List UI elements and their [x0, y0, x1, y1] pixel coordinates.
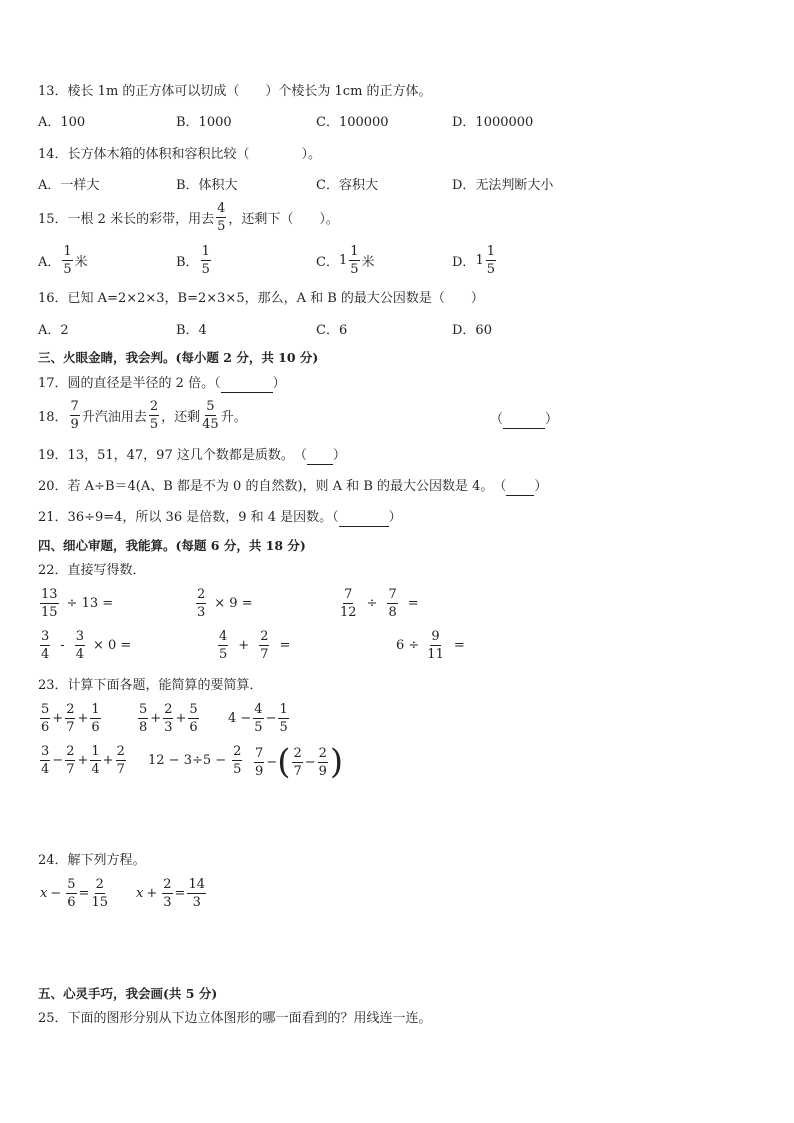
question-13: 13．棱长 1m 的正方体可以切成（ ）个棱长为 1cm 的正方体。	[38, 84, 432, 99]
question-21: 21．36÷9=4，所以 36 是倍数，9 和 4 是因数。（ ）	[38, 510, 402, 525]
q22-expression-3: $\frac{7}{12}$ ÷ $\frac{7}{8}$ =	[340, 587, 419, 620]
q13-option-c: C．100000	[316, 115, 389, 130]
answer-blank[interactable]	[339, 512, 389, 527]
q24-equation-1: x − $\frac{5}{6}$ = $\frac{2}{15}$	[40, 877, 108, 910]
fraction: $\frac{4}{5}$	[217, 201, 226, 234]
answer-blank[interactable]	[221, 378, 273, 393]
q15-option-c: C． 1 $\frac{1}{5}$ 米	[316, 244, 375, 277]
question-24: 24．解下列方程。	[38, 853, 146, 868]
q22-expression-1: $\frac{13}{15}$ ÷ 13 =	[41, 587, 114, 620]
question-17: 17．圆的直径是半径的 2 倍。（ ）	[38, 376, 286, 391]
question-15: 15．一根 2 米长的彩带，用去 $\frac{4}{5}$ ，还剩下（ ）。	[38, 201, 339, 234]
q16-option-c: C．6	[316, 323, 348, 338]
q22-expression-4: $\frac{3}{4}$ - $\frac{3}{4}$ × 0 =	[41, 629, 132, 662]
q14-option-c: C．容积大	[316, 178, 378, 193]
q14-option-d: D．无法判断大小	[452, 178, 554, 193]
q15-option-a: A． $\frac{1}{5}$ 米	[38, 244, 88, 277]
q13-option-a: A．100	[38, 115, 86, 130]
q22-expression-5: $\frac{4}{5}$ + $\frac{2}{7}$ =	[219, 629, 291, 662]
q15-option-d: D． 1 $\frac{1}{5}$	[452, 244, 495, 277]
q22-expression-2: $\frac{2}{3}$ × 9 =	[197, 587, 253, 620]
q14-option-b: B．体积大	[176, 178, 238, 193]
q13-option-b: B．1000	[176, 115, 232, 130]
q23-expression-1: $\frac{5}{6}$ + $\frac{2}{7}$ + $\frac{1}{6}$	[41, 702, 100, 735]
section-3-heading: 三、火眼金睛，我会判。(每小题 2 分，共 10 分)	[38, 350, 319, 365]
question-23: 23．计算下面各题，能简算的要简算．	[38, 678, 263, 693]
section-5-heading: 五、心灵手巧，我会画(共 5 分)	[38, 986, 218, 1001]
q16-option-b: B．4	[176, 323, 207, 338]
q23-expression-4: $\frac{3}{4}$ − $\frac{2}{7}$ + $\frac{1}{4}$ + $\frac{2}{7}$	[41, 744, 125, 777]
q22-expression-6: 6 ÷ $\frac{9}{11}$ =	[396, 629, 465, 662]
q18-answer: （ ）	[490, 412, 559, 427]
section-4-heading: 四、细心审题，我能算。(每题 6 分，共 18 分)	[38, 538, 306, 553]
question-25: 25．下面的图形分别从下边立体图形的哪一面看到的？用线连一连。	[38, 1011, 432, 1026]
q15-option-b: B． $\frac{1}{5}$	[176, 244, 210, 277]
question-20: 20．若 A÷B＝4(A、B 都是不为 0 的自然数)，则 A 和 B 的最大公因数是 4。 （ ）	[38, 479, 548, 494]
q13-option-d: D．1000000	[452, 115, 534, 130]
answer-blank[interactable]	[506, 481, 534, 496]
question-16: 16．已知 A=2×2×3，B=2×3×5，那么，A 和 B 的最大公因数是（ ）	[38, 291, 484, 306]
question-19: 19．13，51，47，97 这几个数都是质数。 （ ）	[38, 448, 346, 463]
q23-expression-2: $\frac{5}{8}$ + $\frac{2}{3}$ + $\frac{5}{6}$	[139, 702, 198, 735]
q16-option-a: A．2	[38, 323, 69, 338]
q16-option-d: D．60	[452, 323, 492, 338]
q23-expression-3: 4 − $\frac{4}{5}$ − $\frac{1}{5}$	[228, 702, 288, 735]
question-18: 18． $\frac{7}{9}$ 升汽油用去 $\frac{2}{5}$ ，还剩 $\frac{5}{45}$ 升。	[38, 399, 247, 432]
q23-expression-6: $\frac{7}{9}$ − ( $\frac{2}{7}$ − $\frac{2}{9}$ )	[255, 742, 344, 782]
answer-blank[interactable]	[307, 450, 333, 465]
q14-option-a: A．一样大	[38, 178, 100, 193]
question-22: 22．直接写得数．	[38, 563, 146, 578]
q24-equation-2: x + $\frac{2}{3}$ = $\frac{14}{3}$	[136, 877, 205, 910]
question-14: 14．长方体木箱的体积和容积比较（ ）。	[38, 147, 322, 162]
answer-blank[interactable]	[503, 414, 545, 429]
q23-expression-5: 12 − 3÷5 − $\frac{2}{5}$	[148, 744, 242, 777]
